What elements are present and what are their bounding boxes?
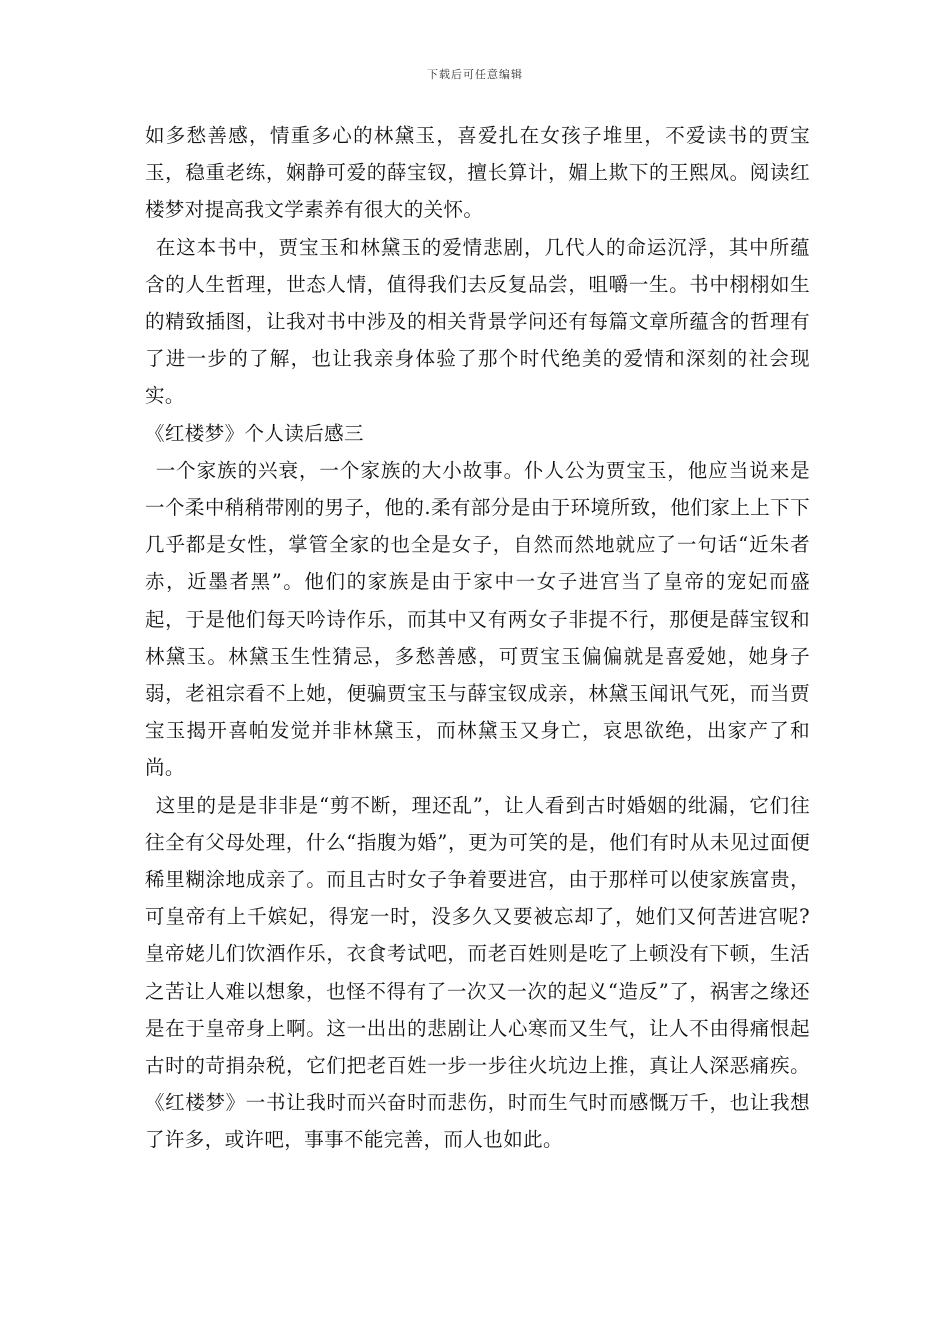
paragraph: 在这本书中，贾宝玉和林黛玉的爱情悲剧，几代人的命运沉浮，其中所蕴含的人生哲理，世态人情，值得我们去反复品尝，咀嚼一生。书中栩栩如生的精致插图，让我对书中涉及的相关背景学问还有每篇文章所蕴含的哲理有了进一步的了解，也让我亲身体验了那个时代绝美的爱情和深刻的社会现实。 (145, 235, 810, 408)
paragraph: 这里的是是非非是“剪不断，理还乱”，让人看到古时婚姻的纰漏，它们往往全有父母处理，什么“指腹为婚”，更为可笑的是，他们有时从未见过面便稀里糊涂地成亲了。而且古时女子争着要进宫，由于那样可以使家族富贵，可皇帝有上千嫔妃，得宠一时，没多久又要被忘却了，她们又何苦进宫呢?皇帝姥儿们饮酒作乐，衣食考试吧，而老百姓则是吃了上顿没有下顿，生活之苦让人难以想象，也怪不得有了一次又一次的起义“造反”了，祸害之缘还是在于皇帝身上啊。这一出出的悲剧让人心寒而又生气，让人不由得痛恨起古时的苛捐杂税，它们把老百姓一步一步往火坑边上推，真让人深恶痛疾。《红楼梦》一书让我时而兴奋时而悲伤，时而生气时而感慨万千，也让我想了许多，或许吧，事事不能完善，而人也如此。 (145, 793, 810, 1152)
section-heading: 《红楼梦》个人读后感三 (145, 421, 364, 445)
page-header-note: 下载后可任意编辑 (427, 68, 523, 81)
paragraph: 一个家族的兴衰，一个家族的大小故事。仆人公为贾宝玉，他应当说来是一个柔中稍稍带刚的男子，他的.柔有部分是由于环境所致，他们家上上下下几乎都是女性，掌管全家的也全是女子，自然而然地就应了一句话“近朱者赤，近墨者黑”。他们的家族是由于家中一女子进宫当了皇帝的宠妃而盛起，于是他们每天吟诗作乐，而其中又有两女子非提不行，那便是薛宝钗和林黛玉。林黛玉生性猜忌，多愁善感，可贾宝玉偏偏就是喜爱她，她身子弱，老祖宗看不上她，便骗贾宝玉与薛宝钗成亲，林黛玉闻讯气死，而当贾宝玉揭开喜帕发觉并非林黛玉，而林黛玉又身亡，哀思欲绝，出家产了和尚。 (145, 458, 810, 780)
paragraph-continued: 如多愁善感，情重多心的林黛玉，喜爱扎在女孩子堆里，不爱读书的贾宝玉，稳重老练，娴静可爱的薛宝钗，擅长算计，媚上欺下的王熙凤。阅读红楼梦对提高我文学素养有很大的关怀。 (145, 124, 810, 222)
document-body (145, 117, 810, 1159)
